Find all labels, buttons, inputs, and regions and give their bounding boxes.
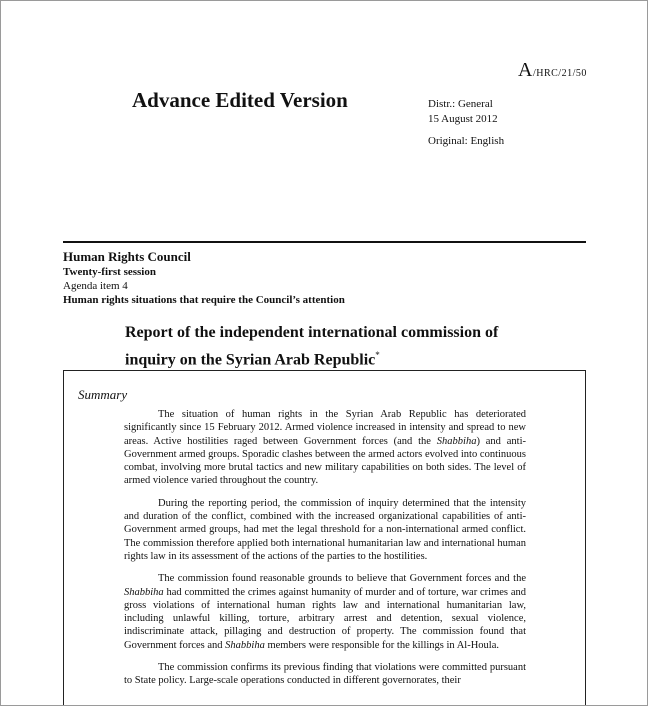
- report-title-line1: Report of the independent international commission of: [125, 324, 499, 341]
- summary-text: members were responsible for the killings in Al-Houla.: [264, 639, 500, 651]
- distribution-block: [428, 97, 504, 149]
- summary-text: The situation of human rights in the Syrian Arab Republic has deteriorated significantly since 15 February 2012. Armed violence increased in intensity and spread to new areas. Active hostilities raged between Government forces (and the: [124, 409, 526, 447]
- agenda-title: Human rights situations that require the Council’s attention: [63, 294, 345, 306]
- council-block: [63, 249, 345, 307]
- report-title-line2-text: inquiry on the Syrian Arab Republic: [125, 351, 376, 369]
- report-title: [125, 322, 545, 371]
- document-symbol: [518, 59, 587, 82]
- issue-date: 15 August 2012: [428, 113, 498, 125]
- summary-paragraph: During the reporting period, the commission of inquiry determined that the intensity and duration of the conflict, combined with the increased organizational capabilities of anti-Government armed groups, had met the legal threshold for a non-international armed conflict. The commission therefore applied both international humanitarian law and international human rights law in its assessment of the actions of the parties to the hostilities.: [124, 497, 526, 562]
- original-language: Original: English: [428, 135, 505, 147]
- session-label: Twenty-first session: [63, 266, 156, 278]
- symbol-prefix: A: [518, 59, 533, 81]
- summary-body: [124, 408, 526, 697]
- symbol-number: /HRC/21/50: [532, 68, 587, 79]
- summary-emphasis: Shabbiha: [436, 435, 477, 447]
- summary-paragraph: [124, 572, 526, 652]
- version-title: Advance Edited Version: [132, 88, 348, 112]
- summary-heading: Summary: [78, 387, 128, 402]
- summary-paragraph: [124, 408, 526, 488]
- report-title-line2: [125, 344, 545, 371]
- distribution-label: Distr.: General: [428, 98, 493, 110]
- summary-text: ) and anti-Government armed groups. Sporadic clashes between the armed actors evolved into continuous combat, involving more brutal tactics and new military capabilities on both sides. The level of armed violence varied throughout the country.: [124, 435, 526, 487]
- summary-emphasis: Shabbiha: [124, 586, 164, 598]
- footnote-mark: *: [375, 350, 380, 360]
- council-name: Human Rights Council: [63, 249, 191, 264]
- header-divider: [63, 241, 586, 243]
- summary-box: [63, 370, 586, 706]
- summary-emphasis: Shabbiha: [225, 639, 265, 651]
- summary-text: The commission found reasonable grounds to believe that Government forces and the: [158, 573, 526, 585]
- summary-paragraph: The commission confirms its previous finding that violations were committed pursuant to State policy. Large-scale operations conducted in different governorates, their: [124, 662, 526, 687]
- agenda-item: Agenda item 4: [63, 280, 128, 292]
- summary-text: had committed the crimes against humanity of murder and of torture, war crimes and gross violations of international human rights law and international humanitarian law, including unlawful killing, torture, arbitrary arrest and detention, sexual violence, indiscriminate attack, pillaging and destruction of property. The commission found that Government forces and: [124, 586, 526, 651]
